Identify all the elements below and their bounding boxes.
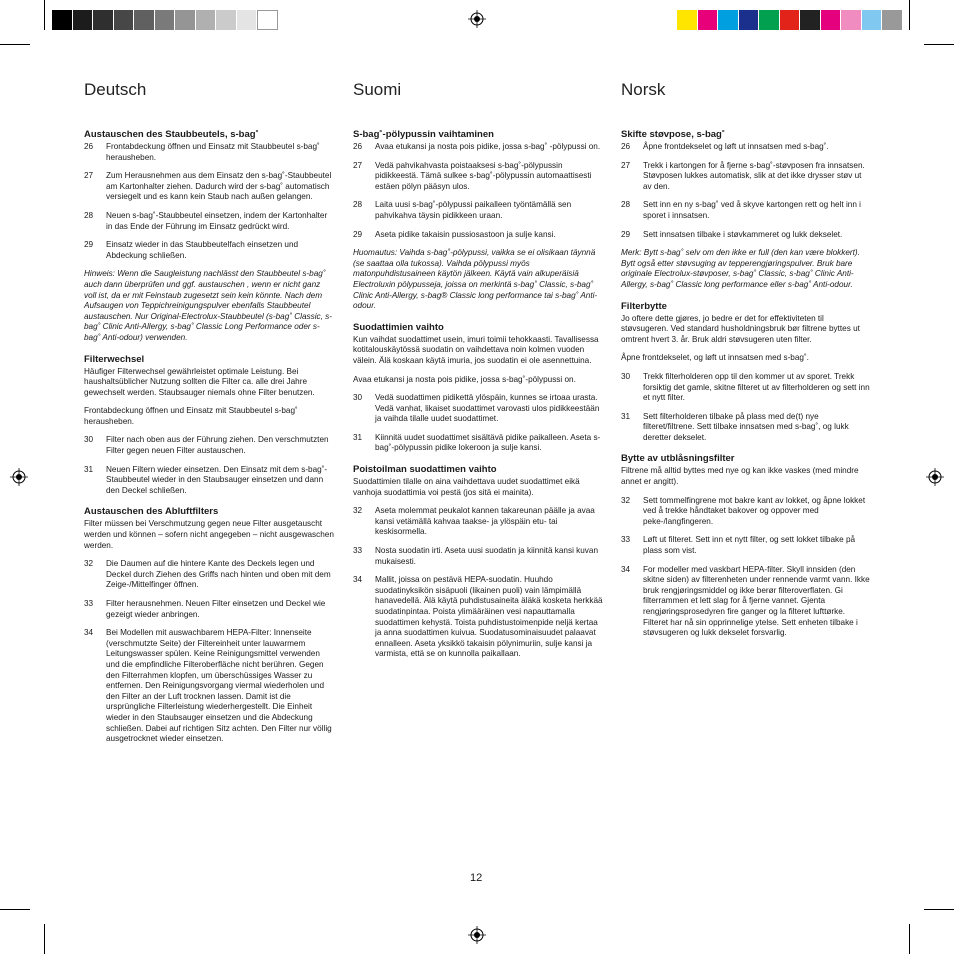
step-text: Sett filterholderen tilbake på plass med de(t) nye filteret/filtrene. Sett tilbake innsatsen med s-bag˚, og lukk deretter dekselet. (643, 411, 849, 442)
step-text: Filter herausnehmen. Neuen Filter einsetzen und Deckel wie gezeigt wieder anbringen. (106, 599, 326, 619)
step-number: 29 (621, 229, 631, 239)
step-text: Nosta suodatin irti. Aseta uusi suodatin ja kiinnitä kansi kuvan mukaisesti. (375, 546, 599, 566)
color-swatch (882, 10, 903, 30)
instruction-step (353, 161, 603, 193)
instruction-step (84, 628, 334, 745)
color-swatch (257, 10, 278, 30)
step-number: 31 (621, 411, 631, 421)
color-swatch (114, 10, 135, 30)
step-number: 26 (84, 142, 94, 151)
instruction-step (621, 200, 871, 221)
instruction-step (621, 372, 871, 404)
note-text: Merk: Bytt s-bag˚ selv om den ikke er full (den kan være blokkert). Bytt også etter støvsuging av tepperengjøringspulver. Bruk bare originale Electrolux-støvposer, s-bag˚ Classic, s-bag˚ Clinic Anti-Allergy, s-bag˚ Classic long performance eller s-bag˚ Anti-odour. (621, 248, 860, 289)
paragraph: Filtrene må alltid byttes med nye og kan ikke vaskes (med mindre annet er angitt). (621, 466, 859, 487)
instruction-step (353, 142, 603, 153)
step-text: Sett innsatsen tilbake i støvkammeret og lukk dekselet. (643, 229, 843, 239)
step-text: Zum Herausnehmen aus dem Einsatz den s-bag˚-Staubbeutel am Kartonhalter ziehen. Dadurch wird der s-bag˚ automatisch versiegelt und es kann kein Staub nach außen gelangen. (106, 171, 332, 202)
column-title: Norsk (621, 80, 666, 99)
section-heading: S-bag˚-pölypussin vaihtaminen (353, 129, 494, 140)
step-number: 28 (84, 210, 94, 220)
section-heading: Filterwechsel (84, 353, 145, 365)
section-heading: Austauschen des Staubbeutels, s-bag˚ (84, 129, 259, 140)
step-text: For modeller med vaskbart HEPA-filter. Skyll innsiden (den skitne siden) av filterenheten under rennende varmt vann. Ikke bruk rengjøringsmiddel og ikke berør filteroverflaten. Gi filterrammen et lett slag for å fjerne vannet. Gjenta rengjøringsprosedyren fire ganger og la filteret lufttørke. Filteret har nå sin opprinnelige ytelse. Sett enheten tilbake i støvsugeren og lukk dekselet forsvarlig. (643, 564, 870, 638)
color-swatch (718, 10, 739, 30)
step-number: 34 (84, 628, 94, 638)
crop-mark (44, 924, 45, 954)
instruction-step (84, 240, 334, 261)
color-swatch (780, 10, 801, 30)
color-swatch (196, 10, 217, 30)
paragraph: Filter müssen bei Verschmutzung gegen neue Filter ausgetauscht werden und können – sofern nicht angegeben – nicht ausgewaschen werden. (84, 519, 334, 550)
instruction-step (84, 465, 334, 497)
instruction-step (621, 565, 871, 639)
instruction-step (353, 230, 603, 241)
step-number: 30 (84, 435, 94, 445)
paragraph: Frontabdeckung öffnen und Einsatz mit Staubbeutel s-bag˚ herausheben. (84, 406, 298, 426)
paragraph: Avaa etukansi ja nosta pois pidike, jossa s-bag˚-pölypussi on. (353, 374, 576, 384)
color-swatch (175, 10, 196, 30)
step-number: 31 (84, 464, 94, 474)
color-swatch (216, 10, 237, 30)
instruction-step (353, 575, 603, 660)
step-text: Vedä suodattimen pidikettä ylöspäin, kunnes se irtoaa urasta. Vedä vanhat, likaiset suodattimet varovasti ulos pidikkeestään ja vaihda tilalle uudet suodattimet. (375, 393, 600, 424)
color-swatch (739, 10, 760, 30)
paragraph: Åpne frontdekselet, og løft ut innsatsen med s-bag˚. (621, 353, 809, 363)
instruction-step (84, 435, 334, 456)
column-deutsch (84, 80, 334, 753)
step-text: Bei Modellen mit auswachbarem HEPA-Filter: Innenseite (verschmutzte Seite) der Filtereinheit unter lauwarmem Leitungswasser spülen. Keine Reinigungsmittel verwenden und die empfindliche Filteroberfläche nicht berühren. Gegen den Filterrahmen klopfen, um überschüssiges Wasser zu entfernen. Den Reinigungsvorgang viermal wiederholen und den Filter an der Luft trocknen lassen. Damit ist die ursprüngliche Filterleistung wiederhergestellt. Die Einheit wieder in den Staubsauger einsetzen und die Abdeckung schließen. Dabei auf richtigen Sitz achten. Den Filter nur völlig ausgetrocknet wieder einsetzen. (106, 628, 332, 744)
step-text: Aseta pidike takaisin pussiosastoon ja sulje kansi. (375, 229, 556, 239)
step-text: Die Daumen auf die hintere Kante des Deckels legen und Deckel durch Ziehen des Griffs nach hinten und oben mit dem Zeige-/Mittelfinger öffnen. (106, 559, 331, 590)
step-text: Kiinnitä uudet suodattimet sisältävä pidike paikalleen. Aseta s-bag˚-pölypussin pidike lokeroon ja sulje kansi. (375, 432, 601, 453)
section-heading: Austauschen des Abluftfilters (84, 506, 219, 518)
section-heading: Suodattimien vaihto (353, 321, 444, 333)
column-norsk (621, 80, 871, 647)
color-swatch (93, 10, 114, 30)
step-text: Sett inn en ny s-bag˚ ved å skyve kartongen rett og helt inn i sporet i innsatsen. (643, 200, 862, 220)
step-text: Åpne frontdekselet og løft ut innsatsen med s-bag˚. (643, 142, 829, 151)
instruction-step (84, 599, 334, 620)
step-number: 28 (353, 200, 363, 210)
instruction-step (621, 535, 871, 556)
step-text: Filter nach oben aus der Führung ziehen. Den verschmutzten Filter gegen neuen Filter austauschen. (106, 435, 329, 456)
instruction-step (84, 142, 334, 163)
color-swatch (237, 10, 258, 30)
instruction-step (621, 142, 871, 153)
note-text: Hinweis: Wenn die Saugleistung nachlässt den Staubbeutel s-bag˚ auch dann überprüfen und ggf. austauschen , wenn er nicht ganz voll ist, da er mit Feinstaub zugesetzt sein kein könnte. Nach dem Aufsaugen von Teppichreinigungspulver ebenfalls Staubbeutel austauschen. Nur Original-Electrolux-Staubbeutel (s-bag˚ Classic, s-bag˚ Clinic Anti-Allergy, s-bag˚ Classic Long Performance oder s-bag˚ Anti-odour) verwenden. (84, 269, 333, 342)
note-text: Huomautus: Vaihda s-bag˚-pölypussi, vaikka se ei olisikaan täynnä (se saattaa olla tukossa). Vaihda pölypussi myös matonpuhdistusaineen käytön jälkeen. Käytä vain alkuperäisiä Electroluxin pölypusseja, joissa on merkintä s-bag˚ Classic, s-bag˚ Clinic Anti-Allergy, s-bag® Classic long performance tai s-bag˚ Anti-odour. (353, 248, 598, 311)
process-color-bar (677, 10, 903, 30)
crop-mark (909, 0, 910, 30)
instruction-step (621, 161, 871, 193)
instruction-step (621, 412, 871, 444)
step-text: Vedä pahvikahvasta poistaaksesi s-bag˚-pölypussin pidikkeestä. Tämä sulkee s-bag˚-pölypussin automaattisesti estäen pölyn pääsyn ulos. (375, 160, 592, 191)
registration-mark-icon (468, 926, 486, 944)
step-text: Sett tommelfingrene mot bakre kant av lokket, og åpne lokket ved å trekke håndtaket bakover og oppover med peke-/langfingeren. (643, 495, 866, 526)
instruction-step (353, 393, 603, 425)
color-swatch (800, 10, 821, 30)
instruction-step (353, 433, 603, 454)
column-title: Suomi (353, 80, 402, 99)
step-number: 32 (621, 495, 631, 505)
step-text: Neuen Filtern wieder einsetzen. Den Einsatz mit dem s-bag˚-Staubbeutel wieder in den Staubsauger einsetzen und dann den Deckel schließen. (106, 464, 328, 495)
color-swatch (52, 10, 73, 30)
registration-mark-icon (468, 10, 486, 28)
crop-mark (909, 924, 910, 954)
instruction-step (84, 171, 334, 203)
step-number: 34 (353, 575, 363, 585)
color-swatch (862, 10, 883, 30)
step-number: 30 (353, 393, 363, 403)
color-swatch (677, 10, 698, 30)
step-number: 28 (621, 200, 631, 210)
color-swatch (155, 10, 176, 30)
step-text: Avaa etukansi ja nosta pois pidike, jossa s-bag˚ -pölypussi on. (375, 142, 601, 151)
registration-mark-icon (10, 468, 28, 486)
crop-mark (924, 909, 954, 910)
color-swatch (134, 10, 155, 30)
paragraph: Suodattimien tilalle on aina vaihdettava uudet suodattimet eikä vanhoja suodattimia voi pestä (jos sitä ei mainita). (353, 477, 580, 497)
crop-mark (0, 909, 30, 910)
step-number: 29 (84, 240, 94, 250)
step-number: 31 (353, 432, 363, 442)
page-number: 12 (470, 872, 483, 884)
step-text: Trekk filterholderen opp til den kommer ut av sporet. Trekk forsiktig det gamle, skitne filteret ut av filterholderen og sett inn et nytt filter. (643, 371, 870, 403)
instruction-step (84, 211, 334, 232)
step-number: 32 (84, 559, 94, 569)
instruction-step (353, 506, 603, 538)
color-swatch (698, 10, 719, 30)
instruction-step (621, 496, 871, 528)
step-text: Mallit, joissa on pestävä HEPA-suodatin. Huuhdo suodatinyksikön sisäpuoli (likainen puoli) vain lämpimällä hanavedellä. Älä käytä puhdistusaineita äläkä kosketa herkkää suodatinpintaa. Poista ylimääräinen vesi napauttamalla suodattimen kehystä. Toista puhdistustoimenpide neljä kertaa ja anna suodattimen kuivua. Suodatusominaisuudet palaavat ennalleen. Aseta yksikkö takaisin pölynimuriin, sulje kansi ja varmista, että se on kunnolla paikallaan. (375, 575, 603, 659)
color-swatch (821, 10, 842, 30)
step-number: 30 (621, 371, 631, 381)
paragraph: Kun vaihdat suodattimet usein, imuri toimii tehokkaasti. Tavallisessa kotitalouskäytössä suodatin on vaihdettava noin kolmen vuoden välein. Älä koskaan käytä imuria, jos suodatin ei ole asennettuina. (353, 334, 599, 365)
crop-mark (924, 44, 954, 45)
step-number: 32 (353, 506, 363, 516)
color-swatch (759, 10, 780, 30)
step-text: Einsatz wieder in das Staubbeutelfach einsetzen und Abdeckung schließen. (106, 240, 299, 260)
paragraph: Jo oftere dette gjøres, jo bedre er det for effektiviteten til støvsugeren. Ved standard husholdningsbruk bør filtrene byttes ut omtrent hvert 3. år. Bruk aldri støvsugeren uten filter. (621, 313, 860, 344)
step-number: 33 (353, 546, 363, 556)
step-text: Løft ut filteret. Sett inn et nytt filter, og sett lokket tilbake på plass som vist. (643, 535, 856, 556)
step-text: Aseta molemmat peukalot kannen takareunan päälle ja avaa kansi vetämällä kahvaa taakse- ja ylöspäin etu- tai keskisormella. (375, 506, 595, 537)
section-heading: Filterbytte (621, 300, 667, 312)
grayscale-color-bar (52, 10, 278, 30)
column-title: Deutsch (84, 80, 147, 99)
section-heading: Poistoilman suodattimen vaihto (353, 464, 497, 476)
instruction-step (84, 559, 334, 591)
step-number: 27 (353, 160, 363, 170)
instruction-step (621, 230, 871, 241)
step-number: 33 (621, 535, 631, 545)
step-text: Frontabdeckung öffnen und Einsatz mit Staubbeutel s-bag˚ herausheben. (106, 142, 320, 162)
section-heading: Bytte av utblåsningsfilter (621, 453, 735, 465)
step-number: 33 (84, 599, 94, 608)
step-text: Neuen s-bag˚-Staubbeutel einsetzen, indem der Kartonhalter in das Ende der Führung im Einsatz gedrückt wird. (106, 210, 328, 231)
step-number: 26 (353, 142, 363, 151)
step-number: 29 (353, 229, 363, 239)
step-number: 27 (84, 171, 94, 181)
step-text: Laita uusi s-bag˚-pölypussi paikalleen työntämällä sen pahvikahva täysin pidikkeen uraan. (375, 200, 572, 220)
color-swatch (73, 10, 94, 30)
registration-mark-icon (926, 468, 944, 486)
instruction-step (353, 546, 603, 567)
column-suomi (353, 80, 603, 668)
color-swatch (841, 10, 862, 30)
step-number: 27 (621, 160, 631, 170)
crop-mark (0, 44, 30, 45)
step-number: 26 (621, 142, 631, 151)
paragraph: Häufiger Filterwechsel gewährleistet optimale Leistung. Bei haushaltsüblicher Nutzung sollten die Filter ca. alle drei Jahre gewechselt werden. Staubsauger niemals ohne Filter benutzen. (84, 366, 315, 397)
section-heading: Skifte støvpose, s-bag˚ (621, 129, 725, 140)
crop-mark (44, 0, 45, 30)
instruction-step (353, 200, 603, 221)
step-number: 34 (621, 564, 631, 574)
step-text: Trekk i kartongen for å fjerne s-bag˚-støvposen fra innsatsen. Støvposen lukkes automatisk, slik at det ikke drysser støv ut av den. (643, 160, 865, 191)
